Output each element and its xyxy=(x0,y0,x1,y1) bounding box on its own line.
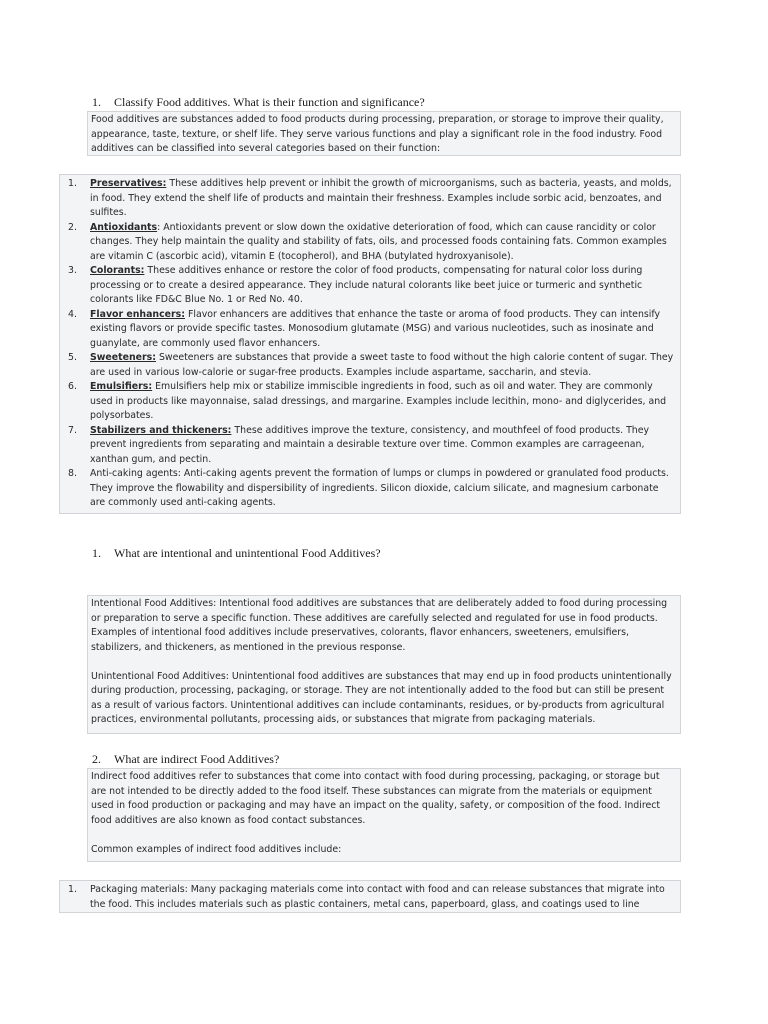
list-item-text: These additives help prevent or inhibit the growth of microorganisms, such as bacteria, yeasts, and molds, in food. They extend the shelf life of products and maintain their freshness. Examples include sorbic acid, benzoates, and sulfites. xyxy=(90,178,672,218)
list-item xyxy=(60,883,676,912)
list-item-text: Emulsifiers help mix or stabilize immiscible ingredients in food, such as oil and water. They are commonly used in products like mayonnaise, salad dressings, and margarine. Examples include lecithin, mono- and diglycerides, and polysorbates. xyxy=(90,381,667,421)
list-item xyxy=(60,177,676,221)
question-text: What are indirect Food Additives? xyxy=(114,752,280,766)
additive-category-list xyxy=(59,174,681,514)
question-1-heading xyxy=(92,95,425,110)
question-number: 1. xyxy=(92,95,101,109)
indirect-examples-list xyxy=(59,880,681,913)
question-3-heading xyxy=(92,752,279,767)
intentional-additives-text: Intentional Food Additives: Intentional food additives are substances that are deliberately added to food during processing or preparation to serve a specific function. These additives are carefully selected and regulated for use in food products. Examples of intentional food additives include preservatives, colorants, flavor enhancers, sweeteners, emulsifiers, stabilizers, and thickeners, as mentioned in the previous response. xyxy=(91,598,668,653)
list-item-text: These additives enhance or restore the color of food products, compensating for natural color loss during processing or to create a desired appearance. They include natural colorants like beet juice or turmeric and synthetic colorants like FD&C Blue No. 1 or Red No. 40. xyxy=(90,265,643,305)
question-text: What are intentional and unintentional Food Additives? xyxy=(114,546,381,560)
answer-3-box xyxy=(87,768,681,862)
list-item xyxy=(60,351,676,380)
list-item-term: Stabilizers and thickeners: xyxy=(90,424,232,436)
list-item-text: : Antioxidants prevent or slow down the oxidative deterioration of food, which can cause rancidity or color changes. They help maintain the quality and stability of fats, oils, and processed foods containing fats. Common examples are vitamin C (ascorbic acid), vitamin E (tocopherol), and BHA (butylated hydroxyanisole). xyxy=(90,221,667,262)
answer-1-intro xyxy=(87,111,681,156)
question-number: 2. xyxy=(92,752,101,766)
indirect-additives-intro: Indirect food additives refer to substances that come into contact with food during processing, packaging, or storage but are not intended to be directly added to the food itself. These substances can migrate from the materials or equipment used in food production or packaging and may have an impact on the quality, safety, or composition of the food. Indirect food additives are also known as food contact substances. xyxy=(91,771,661,826)
list-item xyxy=(60,221,676,265)
list-item-term: Flavor enhancers: xyxy=(90,308,185,320)
list-item-number: 2. xyxy=(68,221,77,233)
list-item-number: 4. xyxy=(68,308,77,320)
question-text: Classify Food additives. What is their function and significance? xyxy=(114,95,425,109)
list-item-number: 7. xyxy=(68,424,77,436)
question-number: 1. xyxy=(92,546,101,560)
answer-2-box xyxy=(87,595,681,734)
list-item-number: 1. xyxy=(68,178,77,189)
list-item xyxy=(60,380,676,424)
list-item-term: Antioxidants xyxy=(90,221,158,233)
unintentional-additives-text: Unintentional Food Additives: Unintentional food additives are substances that may end up in food products unintentionally during production, processing, packaging, or storage. They are not intentionally added to the food but can still be present as a result of various factors. Unintentional additives can include contaminants, residues, or by-products from agricultural practices, environmental pollutants, processing aids, or substances that migrate from packaging materials. xyxy=(91,670,672,725)
list-item-text: These additives improve the texture, consistency, and mouthfeel of food products. They prevent ingredients from separating and maintain a desirable texture over time. Common examples are carrageenan, xanthan gum, and pectin. xyxy=(90,424,650,465)
list-item-text: Sweeteners are substances that provide a sweet taste to food without the high calorie content of sugar. They are used in various low-calorie or sugar-free products. Examples include aspartame, saccharin, and stevia. xyxy=(90,352,674,378)
list-item-term: Preservatives: xyxy=(90,178,167,189)
list-item-term: Colorants: xyxy=(90,265,145,276)
list-item-term: Emulsifiers: xyxy=(90,381,153,392)
list-item xyxy=(60,308,676,352)
list-item-number: 8. xyxy=(68,468,77,479)
answer-1-intro-text: Food additives are substances added to food products during processing, preparation, or storage to improve their quality, appearance, taste, texture, or shelf life. They serve various functions and play a significant role in the food industry. Food additives can be classified into several categories based on their function: xyxy=(91,114,664,154)
list-item xyxy=(60,424,676,468)
list-item-number: 1. xyxy=(68,884,77,895)
list-item-term: Sweeteners: xyxy=(90,352,156,363)
list-item-number: 5. xyxy=(68,352,77,363)
list-item-text: Flavor enhancers are additives that enhance the taste or aroma of food products. They can intensify existing flavors or provide specific tastes. Monosodium glutamate (MSG) and various nucleotides, such as inosinate and guanylate, are commonly used flavor enhancers. xyxy=(90,308,661,349)
list-item xyxy=(60,467,676,511)
question-2-heading xyxy=(92,546,381,561)
indirect-examples-label: Common examples of indirect food additives include: xyxy=(91,843,342,855)
list-item-number: 6. xyxy=(68,381,77,392)
list-item-text: Anti-caking agents: Anti-caking agents prevent the formation of lumps or clumps in powdered or granulated food products. They improve the flowability and dispersibility of ingredients. Silicon dioxide, calcium silicate, and magnesium carbonate are commonly used anti-caking agents. xyxy=(90,468,669,508)
list-item-text: Packaging materials: Many packaging materials come into contact with food and can release substances that migrate into the food. This includes materials such as plastic containers, metal cans, paperboard, glass, and coatings used to line xyxy=(90,884,665,910)
list-item-number: 3. xyxy=(68,265,77,276)
list-item xyxy=(60,264,676,308)
